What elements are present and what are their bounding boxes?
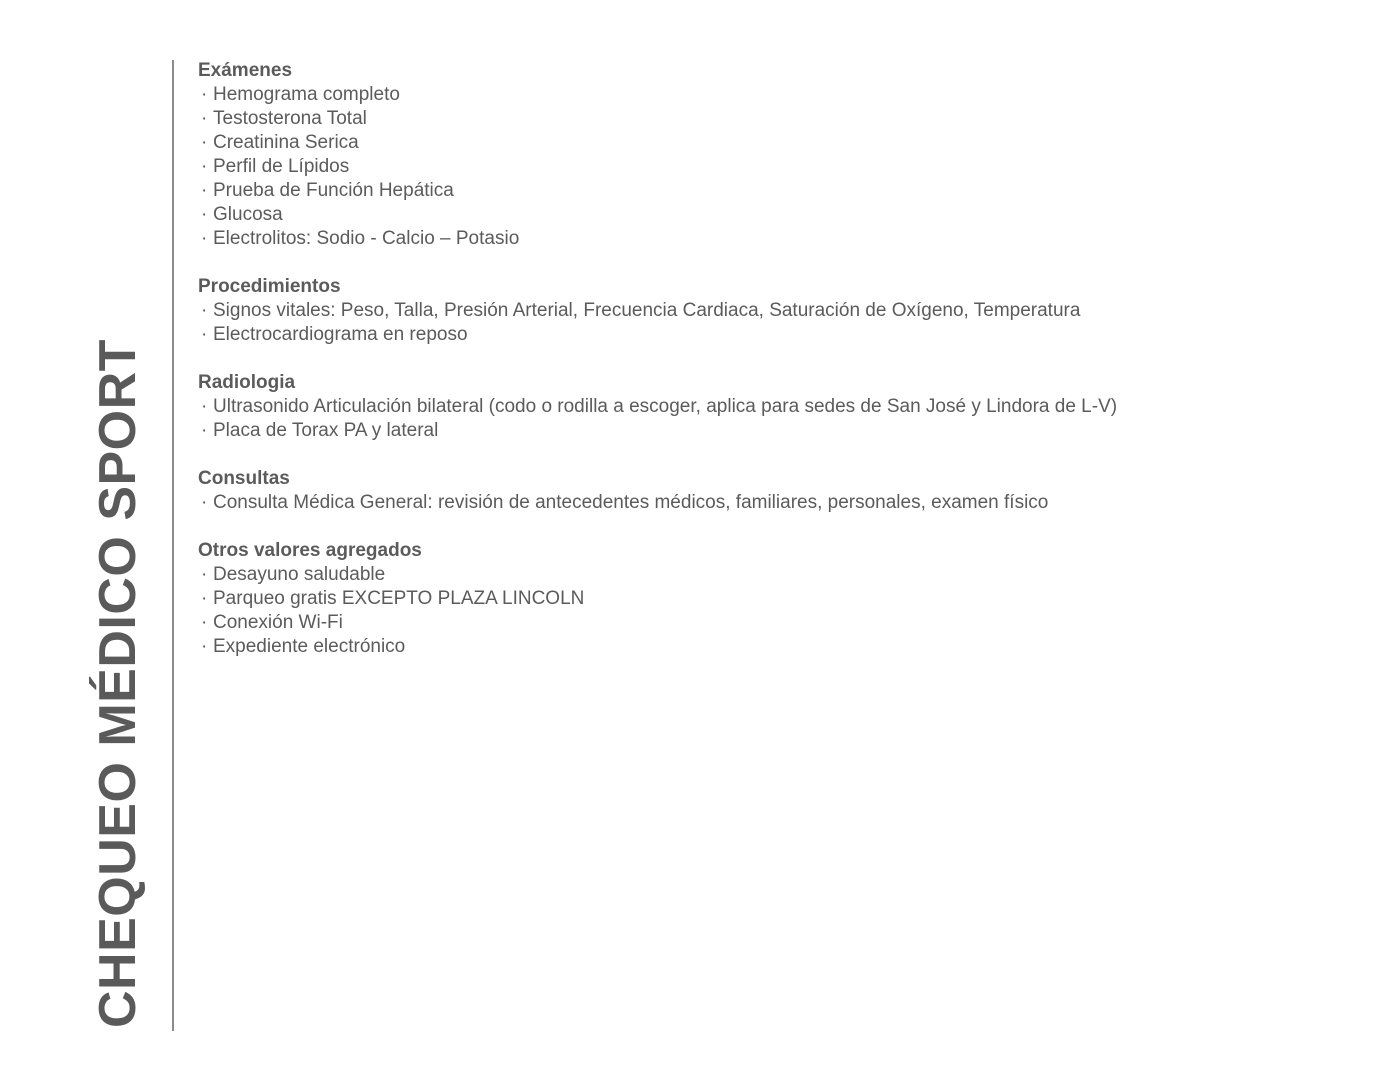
section-otros-valores <box>198 539 1348 659</box>
section-title: Exámenes <box>198 60 293 81</box>
bullet: · <box>201 156 208 177</box>
bullet: · <box>201 612 208 633</box>
list-item: · Hemograma completo <box>201 84 400 105</box>
list-item: · Perfil de Lípidos <box>201 156 350 177</box>
list-item: · Signos vitales: Peso, Talla, Presión Arterial, Frecuencia Cardiaca, Saturación de Oxígeno, Temperatura <box>201 300 1081 321</box>
list-item: · Parqueo gratis EXCEPTO PLAZA LINCOLN <box>201 588 585 609</box>
bullet: · <box>201 108 208 129</box>
bullet: · <box>201 564 208 585</box>
list-item: · Conexión Wi-Fi <box>201 612 343 633</box>
list-item: · Consulta Médica General: revisión de antecedentes médicos, familiares, personales, examen físico <box>201 492 1049 513</box>
list-item: · Ultrasonido Articulación bilateral (codo o rodilla a escoger, aplica para sedes de San José y Lindora de L-V) <box>201 396 1118 417</box>
vertical-divider <box>172 60 174 1031</box>
section-procedimientos <box>198 275 1348 347</box>
section-radiologia <box>198 371 1348 443</box>
list-item: · Expediente electrónico <box>201 636 406 657</box>
page-title: CHEQUEO MÉDICO SPORT <box>89 339 147 1028</box>
section-consultas <box>198 467 1348 515</box>
bullet: · <box>201 300 208 321</box>
list-item: · Glucosa <box>201 204 283 225</box>
bullet: · <box>201 420 208 441</box>
list-item: · Testosterona Total <box>201 108 367 129</box>
vertical-title-container <box>89 286 147 1028</box>
bullet: · <box>201 204 208 225</box>
bullet: · <box>201 324 208 345</box>
section-title: Procedimientos <box>198 276 341 297</box>
bullet: · <box>201 588 208 609</box>
list-item: · Electrolitos: Sodio - Calcio – Potasio <box>201 228 520 249</box>
section-examenes <box>198 59 1348 251</box>
section-title: Otros valores agregados <box>198 540 422 561</box>
bullet: · <box>201 492 208 513</box>
bullet: · <box>201 636 208 657</box>
list-item: · Electrocardiograma en reposo <box>201 324 468 345</box>
list-item: · Creatinina Serica <box>201 132 359 153</box>
list-item: · Desayuno saludable <box>201 564 386 585</box>
section-title: Consultas <box>198 468 290 489</box>
list-item: · Prueba de Función Hepática <box>201 180 454 201</box>
content-list <box>198 59 1348 683</box>
bullet: · <box>201 132 208 153</box>
bullet: · <box>201 396 208 417</box>
bullet: · <box>201 180 208 201</box>
bullet: · <box>201 84 208 105</box>
section-title: Radiologia <box>198 372 296 393</box>
list-item: · Placa de Torax PA y lateral <box>201 420 439 441</box>
bullet: · <box>201 228 208 249</box>
